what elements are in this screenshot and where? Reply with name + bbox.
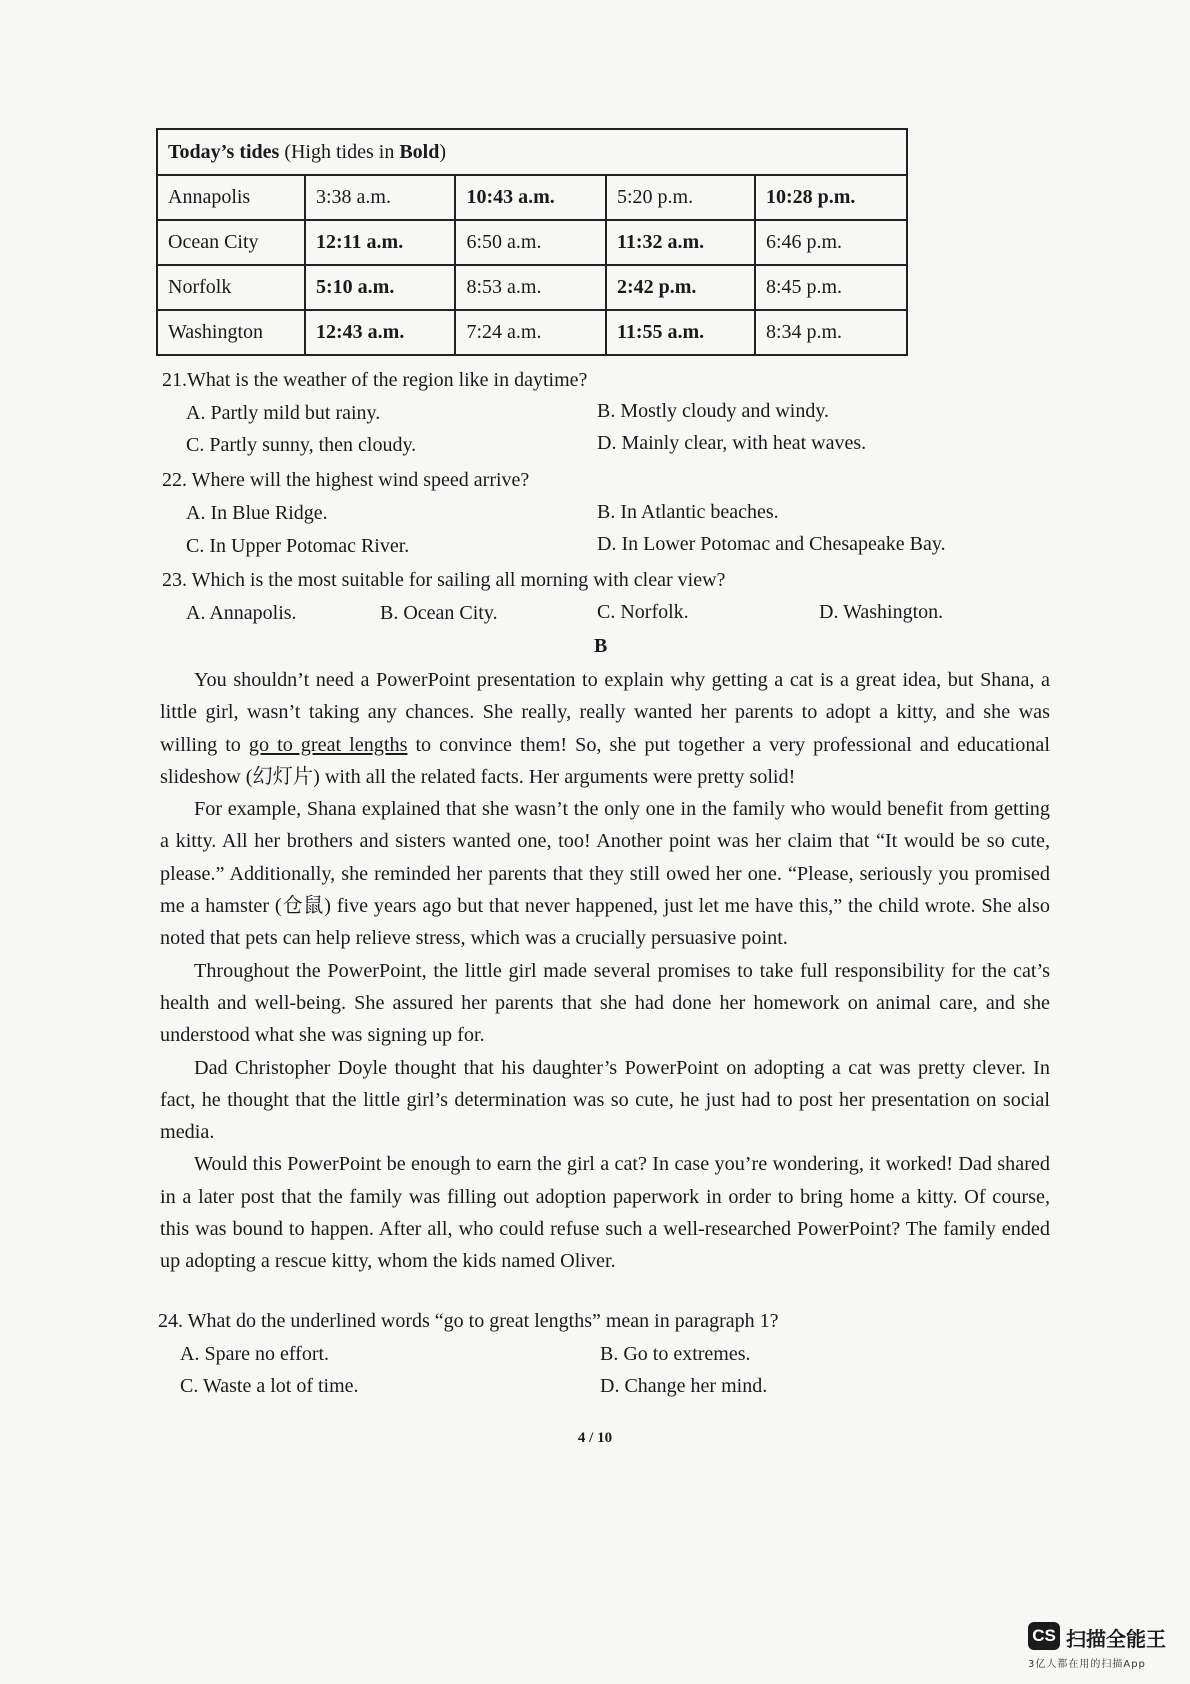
question-22: 22. Where will the highest wind speed arrive? bbox=[162, 469, 530, 491]
passage-paragraph-1: You shouldn’t need a PowerPoint presentation to explain why getting a cat is a great idea, but Shana, a little girl, wasn’t taking any chances. She really, really wanted her parents to adopt a kitty, and she was willing to go to great lengths to convince them! So, she put together a very professional and educational slideshow (幻灯片) with all the related facts. Her arguments were pretty solid! bbox=[160, 669, 1050, 788]
tide-time-high: 12:11 a.m. bbox=[305, 220, 455, 265]
underlined-phrase: go to great lengths bbox=[248, 733, 408, 756]
tide-time-high: 2:42 p.m. bbox=[606, 265, 755, 310]
page-number: 4 / 10 bbox=[577, 1430, 613, 1446]
option-22-b: B. In Atlantic beaches. bbox=[597, 501, 779, 523]
option-22-c: C. In Upper Potomac River. bbox=[186, 535, 410, 557]
option-22-a: A. In Blue Ridge. bbox=[186, 502, 328, 524]
tide-city: Washington bbox=[157, 310, 305, 355]
table-row bbox=[157, 175, 907, 220]
cs-logo-icon: CS bbox=[1028, 1622, 1060, 1650]
option-21-b: B. Mostly cloudy and windy. bbox=[597, 400, 830, 422]
option-24-b: B. Go to extremes. bbox=[600, 1343, 751, 1365]
option-21-c: C. Partly sunny, then cloudy. bbox=[186, 434, 417, 456]
table-row bbox=[157, 310, 907, 355]
tide-time-high: 11:55 a.m. bbox=[606, 310, 755, 355]
watermark-app-name: 扫描全能王 bbox=[1066, 1627, 1166, 1651]
reading-passage bbox=[160, 664, 1050, 1278]
option-23-d: D. Washington. bbox=[819, 601, 944, 623]
question-23: 23. Which is the most suitable for sailing all morning with clear view? bbox=[162, 569, 726, 591]
tides-table bbox=[156, 128, 908, 356]
tide-city: Annapolis bbox=[157, 175, 305, 220]
watermark-tagline: 3亿人都在用的扫描App bbox=[1028, 1659, 1146, 1670]
option-24-d: D. Change her mind. bbox=[600, 1375, 768, 1397]
option-23-b: B. Ocean City. bbox=[380, 602, 498, 624]
tides-caption-row bbox=[157, 129, 907, 175]
tide-time: 3:38 a.m. bbox=[305, 175, 455, 220]
passage-paragraph-5: Would this PowerPoint be enough to earn the girl a cat? In case you’re wondering, it worked! Dad shared in a later post that the family was filling out adoption paperwork in order to bring home a kitty. Of course, this was bound to happen. After all, who could refuse such a well-researched PowerPoint? The family ended up adopting a rescue kitty, whom the kids named Oliver. bbox=[160, 1153, 1050, 1273]
question-21: 21.What is the weather of the region like in daytime? bbox=[162, 369, 588, 391]
tide-city: Ocean City bbox=[157, 220, 305, 265]
question-24: 24. What do the underlined words “go to great lengths” mean in paragraph 1? bbox=[158, 1310, 779, 1332]
tide-city: Norfolk bbox=[157, 265, 305, 310]
tide-time-high: 11:32 a.m. bbox=[606, 220, 755, 265]
tide-time: 8:34 p.m. bbox=[755, 310, 907, 355]
tide-time-high: 12:43 a.m. bbox=[305, 310, 455, 355]
tide-time: 5:20 p.m. bbox=[606, 175, 755, 220]
passage-paragraph-3: Throughout the PowerPoint, the little girl made several promises to take full responsibility for the cat’s health and well-being. She assured her parents that she had done her homework on animal care, and she understood what she was signing up for. bbox=[160, 959, 1050, 1047]
option-21-a: A. Partly mild but rainy. bbox=[186, 402, 381, 424]
tide-time-high: 5:10 a.m. bbox=[305, 265, 455, 310]
tide-time: 6:50 a.m. bbox=[455, 220, 605, 265]
tide-time: 6:46 p.m. bbox=[755, 220, 907, 265]
scanner-watermark bbox=[1028, 1622, 1174, 1672]
tide-time: 8:53 a.m. bbox=[455, 265, 605, 310]
option-23-a: A. Annapolis. bbox=[186, 602, 297, 624]
option-24-c: C. Waste a lot of time. bbox=[180, 1375, 359, 1397]
option-22-d: D. In Lower Potomac and Chesapeake Bay. bbox=[597, 533, 946, 555]
option-21-d: D. Mainly clear, with heat waves. bbox=[597, 432, 867, 454]
tide-time: 7:24 a.m. bbox=[455, 310, 605, 355]
tide-time-high: 10:43 a.m. bbox=[455, 175, 605, 220]
tide-time: 8:45 p.m. bbox=[755, 265, 907, 310]
tide-time-high: 10:28 p.m. bbox=[755, 175, 907, 220]
section-letter: B bbox=[594, 635, 608, 657]
option-24-a: A. Spare no effort. bbox=[180, 1343, 330, 1365]
tides-caption: Today’s tides (High tides in Bold) bbox=[157, 129, 907, 175]
passage-paragraph-4: Dad Christopher Doyle thought that his daughter’s PowerPoint on adopting a cat was pretty clever. In fact, he thought that the little girl’s determination was so cute, he just had to post her presentation on social media. bbox=[160, 1056, 1050, 1144]
passage-paragraph-2: For example, Shana explained that she wasn’t the only one in the family who would benefit from getting a kitty. All her brothers and sisters wanted one, too! Another point was her claim that “It would be so cute, please.” Additionally, she reminded her parents that they still owed her one. “Please, seriously you promised me a hamster (仓鼠) five years ago but that never happened, just let me have this,” the child wrote. She also noted that pets can help relieve stress, which was a crucially persuasive point. bbox=[160, 798, 1050, 950]
table-row bbox=[157, 265, 907, 310]
table-row bbox=[157, 220, 907, 265]
option-23-c: C. Norfolk. bbox=[597, 601, 689, 623]
